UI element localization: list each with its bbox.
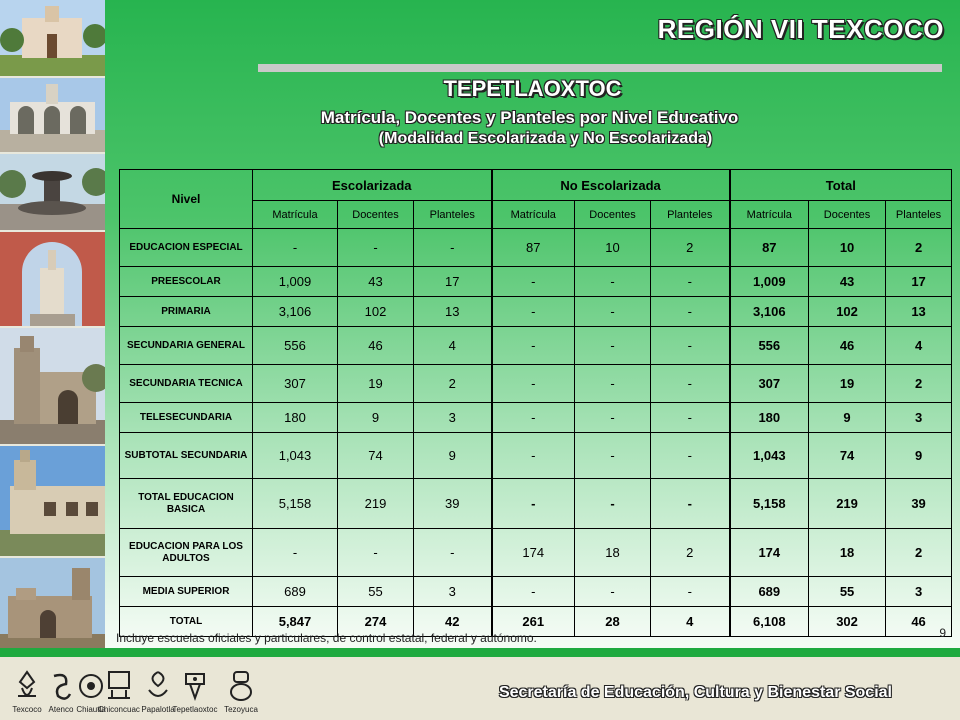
value-cell: 13 xyxy=(886,297,952,327)
education-table xyxy=(119,169,952,637)
municipio-glyph-icon xyxy=(226,668,256,704)
municipio-glyph-icon xyxy=(180,668,210,704)
nivel-cell: TELESECUNDARIA xyxy=(120,403,253,433)
value-cell: 1,043 xyxy=(730,433,809,479)
value-cell: 46 xyxy=(338,327,414,365)
nivel-cell: TOTAL xyxy=(120,607,253,637)
nivel-cell: TOTAL EDUCACION BASICA xyxy=(120,479,253,529)
value-cell: - xyxy=(651,267,730,297)
value-cell: - xyxy=(492,297,575,327)
value-cell: - xyxy=(253,229,338,267)
nivel-cell: PREESCOLAR xyxy=(120,267,253,297)
photo-church-facade xyxy=(0,0,105,78)
municipio-label: Tezoyuca xyxy=(224,705,258,714)
value-cell: - xyxy=(575,297,651,327)
value-cell: 261 xyxy=(492,607,575,637)
value-cell: 74 xyxy=(809,433,886,479)
subheader-cell: Planteles xyxy=(886,201,952,229)
value-cell: - xyxy=(651,433,730,479)
value-cell: - xyxy=(651,365,730,403)
value-cell: 3 xyxy=(414,577,492,607)
value-cell: - xyxy=(651,327,730,365)
value-cell: 19 xyxy=(338,365,414,403)
value-cell: 4 xyxy=(651,607,730,637)
value-cell: 87 xyxy=(730,229,809,267)
value-cell: 1,009 xyxy=(253,267,338,297)
subheader-cell: Matrícula xyxy=(492,201,575,229)
value-cell: 55 xyxy=(809,577,886,607)
value-cell: 219 xyxy=(809,479,886,529)
value-cell: 174 xyxy=(730,529,809,577)
nivel-cell: SECUNDARIA GENERAL xyxy=(120,327,253,365)
municipio-glyph-icon xyxy=(76,668,106,704)
value-cell: 28 xyxy=(575,607,651,637)
value-cell: 3,106 xyxy=(730,297,809,327)
value-cell: 302 xyxy=(809,607,886,637)
value-cell: 17 xyxy=(886,267,952,297)
value-cell: - xyxy=(338,229,414,267)
value-cell: 5,158 xyxy=(253,479,338,529)
region-title: REGIÓN VII TEXCOCO xyxy=(657,14,944,44)
subheader-cell: Planteles xyxy=(651,201,730,229)
table-row xyxy=(120,229,952,267)
subheader-cell: Matrícula xyxy=(253,201,338,229)
value-cell: - xyxy=(575,365,651,403)
value-cell: 18 xyxy=(575,529,651,577)
value-cell: 274 xyxy=(338,607,414,637)
photo-fountain xyxy=(0,154,105,232)
subheader-cell: Docentes xyxy=(575,201,651,229)
subheader-cell: Docentes xyxy=(338,201,414,229)
value-cell: 174 xyxy=(492,529,575,577)
value-cell: - xyxy=(492,577,575,607)
value-cell: 10 xyxy=(809,229,886,267)
value-cell: 1,009 xyxy=(730,267,809,297)
table-row xyxy=(120,297,952,327)
subheader-cell: Planteles xyxy=(414,201,492,229)
value-cell: 43 xyxy=(809,267,886,297)
value-cell: - xyxy=(414,229,492,267)
value-cell: 5,158 xyxy=(730,479,809,529)
value-cell: 556 xyxy=(730,327,809,365)
nivel-header: Nivel xyxy=(120,170,253,229)
municipio-label: Chiautla xyxy=(76,705,106,714)
municipio-label: Tepetlaoxtoc xyxy=(172,705,218,714)
value-cell: 689 xyxy=(730,577,809,607)
value-cell: - xyxy=(651,479,730,529)
municipio-label: Papalotla xyxy=(141,705,175,714)
total-header: Total xyxy=(730,170,952,201)
value-cell: 3 xyxy=(886,403,952,433)
value-cell: - xyxy=(492,433,575,479)
value-cell: 2 xyxy=(886,365,952,403)
table-row xyxy=(120,529,952,577)
value-cell: 6,108 xyxy=(730,607,809,637)
municipio-glyph-icon xyxy=(12,668,42,704)
value-cell: 19 xyxy=(809,365,886,403)
value-cell: 3 xyxy=(414,403,492,433)
municipio-glyph-icon xyxy=(46,668,76,704)
page-number: 9 xyxy=(939,626,946,640)
table-row xyxy=(120,433,952,479)
value-cell: 43 xyxy=(338,267,414,297)
value-cell: 180 xyxy=(253,403,338,433)
table-row xyxy=(120,327,952,365)
value-cell: 46 xyxy=(809,327,886,365)
value-cell: - xyxy=(575,479,651,529)
value-cell: 4 xyxy=(414,327,492,365)
escolarizada-header: Escolarizada xyxy=(253,170,492,201)
photo-red-arch xyxy=(0,232,105,328)
value-cell: - xyxy=(338,529,414,577)
table-row xyxy=(120,403,952,433)
footer-divider xyxy=(0,648,960,657)
value-cell: - xyxy=(492,267,575,297)
value-cell: - xyxy=(492,403,575,433)
subheader-cell: Docentes xyxy=(809,201,886,229)
value-cell: - xyxy=(575,327,651,365)
title-rule xyxy=(258,64,942,72)
value-cell: 39 xyxy=(886,479,952,529)
no-escolarizada-header: No Escolarizada xyxy=(492,170,730,201)
subheader-cell: Matrícula xyxy=(730,201,809,229)
value-cell: - xyxy=(492,365,575,403)
value-cell: 2 xyxy=(651,529,730,577)
value-cell: 5,847 xyxy=(253,607,338,637)
nivel-cell: SUBTOTAL SECUNDARIA xyxy=(120,433,253,479)
value-cell: 9 xyxy=(414,433,492,479)
municipio-title: TEPETLAOXTOC xyxy=(443,76,622,101)
value-cell: 17 xyxy=(414,267,492,297)
value-cell: - xyxy=(575,403,651,433)
value-cell: - xyxy=(253,529,338,577)
nivel-cell: MEDIA SUPERIOR xyxy=(120,577,253,607)
value-cell: 74 xyxy=(338,433,414,479)
photo-stone-church xyxy=(0,328,105,446)
municipio-label: Atenco xyxy=(48,705,74,714)
table-row xyxy=(120,267,952,297)
value-cell: 55 xyxy=(338,577,414,607)
nivel-cell: EDUCACION PARA LOS ADULTOS xyxy=(120,529,253,577)
value-cell: - xyxy=(414,529,492,577)
value-cell: 689 xyxy=(253,577,338,607)
value-cell: 3 xyxy=(886,577,952,607)
table-row xyxy=(120,365,952,403)
value-cell: - xyxy=(575,577,651,607)
value-cell: 10 xyxy=(575,229,651,267)
value-cell: 42 xyxy=(414,607,492,637)
value-cell: - xyxy=(651,403,730,433)
value-cell: 556 xyxy=(253,327,338,365)
photo-ruins xyxy=(0,558,105,660)
nivel-cell: EDUCACION ESPECIAL xyxy=(120,229,253,267)
value-cell: 2 xyxy=(651,229,730,267)
value-cell: 9 xyxy=(338,403,414,433)
municipio-glyph-icon xyxy=(143,668,173,704)
value-cell: 3,106 xyxy=(253,297,338,327)
value-cell: - xyxy=(651,577,730,607)
photo-convent xyxy=(0,446,105,558)
value-cell: - xyxy=(575,433,651,479)
table-row xyxy=(120,479,952,529)
nivel-cell: PRIMARIA xyxy=(120,297,253,327)
value-cell: 46 xyxy=(886,607,952,637)
value-cell: 87 xyxy=(492,229,575,267)
nivel-cell: SECUNDARIA TECNICA xyxy=(120,365,253,403)
value-cell: - xyxy=(492,327,575,365)
table-body xyxy=(120,229,952,637)
value-cell: 307 xyxy=(253,365,338,403)
footnote: Incluye escuelas oficiales y particulares, de control estatal, federal y autónomo. xyxy=(116,631,537,645)
value-cell: 18 xyxy=(809,529,886,577)
value-cell: 2 xyxy=(414,365,492,403)
secretaria-label: Secretaría de Educación, Cultura y Bienestar Social xyxy=(498,684,892,701)
value-cell: - xyxy=(492,479,575,529)
table-row xyxy=(120,577,952,607)
value-cell: 39 xyxy=(414,479,492,529)
value-cell: 1,043 xyxy=(253,433,338,479)
value-cell: 102 xyxy=(809,297,886,327)
value-cell: 9 xyxy=(886,433,952,479)
value-cell: 2 xyxy=(886,229,952,267)
municipio-label: Texcoco xyxy=(12,705,42,714)
value-cell: 13 xyxy=(414,297,492,327)
municipio-glyph-icon xyxy=(104,668,134,704)
value-cell: 307 xyxy=(730,365,809,403)
modalidad-subtitle: (Modalidad Escolarizada y No Escolarizada) xyxy=(378,130,713,147)
value-cell: 180 xyxy=(730,403,809,433)
value-cell: - xyxy=(575,267,651,297)
value-cell: 2 xyxy=(886,529,952,577)
value-cell: - xyxy=(651,297,730,327)
value-cell: 102 xyxy=(338,297,414,327)
value-cell: 4 xyxy=(886,327,952,365)
municipio-label: Chiconcuac xyxy=(98,705,140,714)
value-cell: 9 xyxy=(809,403,886,433)
value-cell: 219 xyxy=(338,479,414,529)
table-subtitle: Matrícula, Docentes y Planteles por Nivel Educativo xyxy=(320,108,739,127)
